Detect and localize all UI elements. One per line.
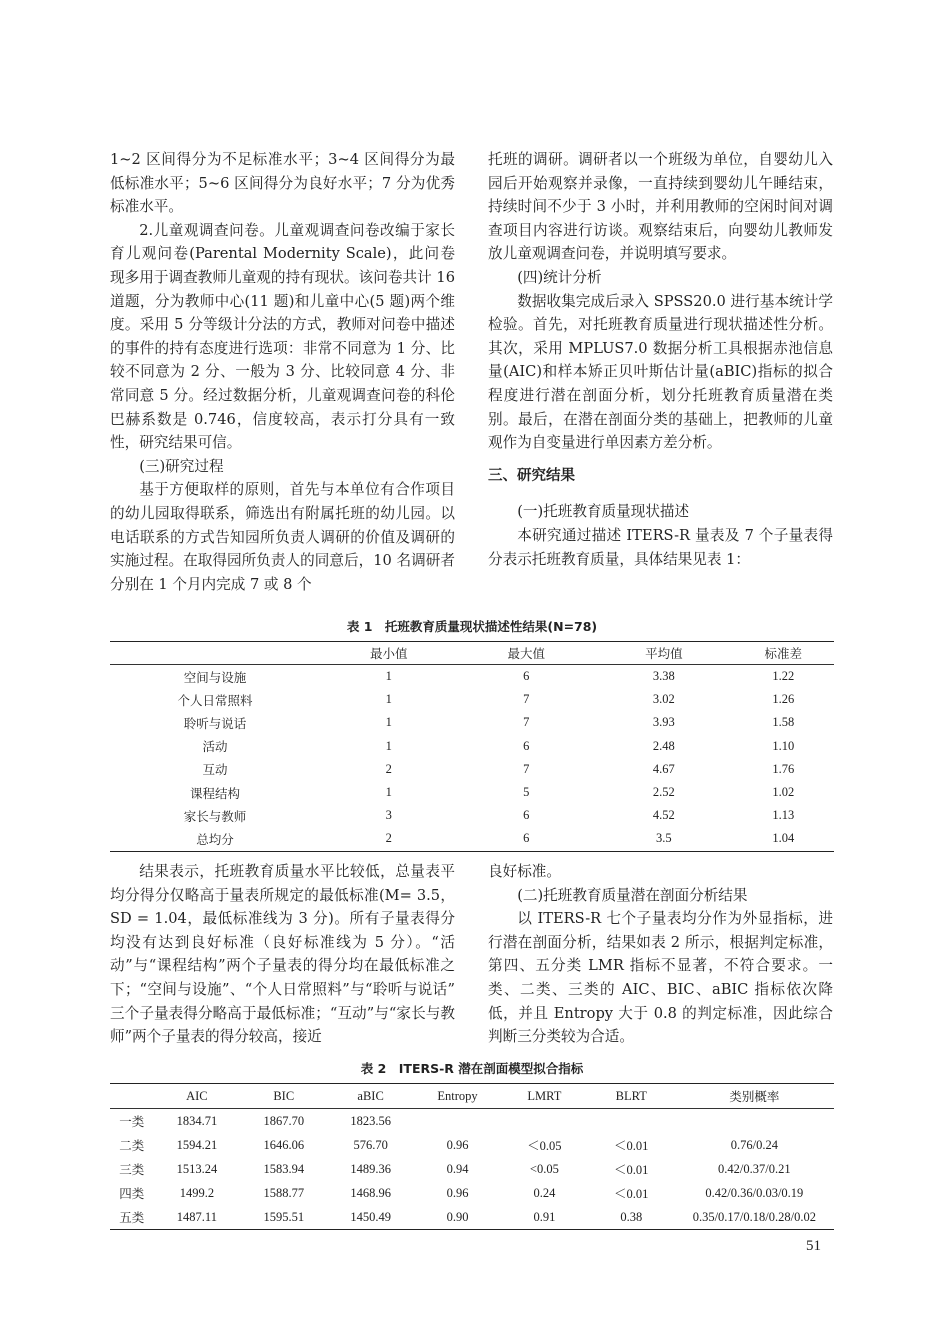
table-cell: 7: [523, 715, 530, 730]
table-cell: 1: [385, 715, 392, 730]
table-cell: 0.24: [533, 1185, 556, 1200]
table-cell: ＜0.01: [614, 1187, 649, 1201]
column-header: 最大值: [458, 642, 596, 665]
table-cell: 0.42/0.36/0.03/0.19: [705, 1185, 804, 1200]
table-cell: 1588.77: [263, 1185, 305, 1200]
table-cell: 2: [385, 831, 392, 846]
table-cell: 5: [523, 785, 530, 800]
column-header: aBIC: [327, 1084, 414, 1109]
table-cell: 1468.96: [350, 1185, 391, 1200]
table-cell: 1: [385, 669, 392, 684]
table-cell: 1.13: [772, 808, 795, 823]
table-cell: 1513.24: [176, 1161, 218, 1176]
column-header: Entropy: [414, 1084, 501, 1109]
table-row: [110, 1109, 834, 1134]
table-cell: 互动: [202, 763, 228, 778]
table-cell: 0.38: [620, 1209, 643, 1224]
subsection-heading: (一)托班教育质量现状描述: [517, 503, 690, 521]
table1-caption: 表 1 托班教育质量现状描述性结果(N=78): [346, 619, 598, 634]
table-cell: 1.76: [772, 761, 795, 776]
table-cell: 6: [523, 738, 530, 753]
column-header: AIC: [153, 1084, 240, 1109]
table-cell: 1646.06: [263, 1137, 305, 1152]
right-column-top: [488, 148, 833, 571]
table-cell: 1867.70: [263, 1113, 305, 1128]
table-cell: 1594.21: [176, 1137, 218, 1152]
table-cell: 1: [385, 692, 392, 707]
table-cell: 7: [523, 761, 530, 776]
table-cell: 2.48: [652, 738, 675, 753]
table-cell: 7: [523, 692, 530, 707]
table-cell: 576.70: [353, 1137, 388, 1152]
table-cell: 0.42/0.37/0.21: [718, 1161, 791, 1176]
paragraph: 结果表示，托班教育质量水平比较低，总量表平均分得分仅略高于量表所规定的最低标准(M= 3.5，SD = 1.04，最低标准线为 3 分)。所有子量表得分均没有达到良好标准（良好标准线为 5 分）。“活动”与“课程结构”两个子量表的得分均在最低标准之下；“空间与设施”、“个人日常照料”与“聆听与说话” 三个子量表得分略高于最低标准；“互动”与“家长与教师”两个子量表的得分较高，接近: [110, 863, 455, 1046]
table-cell: [414, 1109, 501, 1134]
table1: [110, 641, 834, 852]
table-row: [110, 804, 834, 827]
table-cell: 个人日常照料: [177, 693, 253, 708]
column-header: [110, 1084, 153, 1109]
section-heading: 三、研究结果: [488, 467, 575, 484]
table-cell: 6: [523, 669, 530, 684]
table-cell: 6: [523, 808, 530, 823]
table-cell: 3.02: [652, 692, 675, 707]
table-cell: 1583.94: [263, 1161, 305, 1176]
paragraph: 2.儿童观调查问卷。儿童观调查问卷改编于家长育儿观问卷(Parental Modernity Scale)，此问卷现多用于调查教师儿童观的持有现状。该问卷共计 16 道题，分为教师中心(11 题)和儿童中心(5 题)两个维度。采用 5 分等级计分法的方式，教师对问卷中描述的事件的持有态度进行选项：非常不同意为 1 分、比较不同意为 2 分、一般为 3 分、比较同意 4 分、非常同意 5 分。经过数据分析，儿童观调查问卷的科伦巴赫系数是 0.746，信度较高，表示打分具有一致性，研究结果可信。: [110, 221, 455, 452]
table-row: [110, 1157, 834, 1181]
table-cell: 0.96: [446, 1137, 469, 1152]
table-cell: 0.91: [533, 1209, 556, 1224]
table-cell: 3.5: [656, 831, 672, 846]
table-row: [110, 1205, 834, 1230]
paragraph: 以 ITERS-R 七个子量表均分作为外显指标，进行潜在剖面分析，结果如表 2 所示，根据判定标准，第四、五分类 LMR 指标不显著，不符合要求。一类、二类、三类的 AIC、BIC、aBIC 指标依次降低，并且 Entropy 大于 0.8 的判定标准，因此综合判断三分类较为合适。: [488, 910, 833, 1046]
table-cell: 1.22: [772, 669, 795, 684]
column-header: BLRT: [588, 1084, 675, 1109]
table-cell: 0.35/0.17/0.18/0.28/0.02: [692, 1209, 816, 1224]
table-cell: <0.05: [529, 1161, 559, 1176]
table-row: [110, 665, 834, 689]
table-row: [110, 1133, 834, 1157]
table-cell: 3.93: [652, 715, 675, 730]
table-cell: 2: [385, 761, 392, 776]
table-cell: 1499.2: [179, 1185, 215, 1200]
table-cell: 1.04: [772, 831, 795, 846]
column-header: 最小值: [320, 642, 458, 665]
paragraph: (三)研究过程: [139, 457, 224, 475]
table-cell: [501, 1109, 588, 1134]
paragraph: 数据收集完成后录入 SPSS20.0 进行基本统计学检验。首先，对托班教育质量进行现状描述性分析。其次，采用 MPLUS7.0 数据分析工具根据赤池信息量(AIC)和样本矫正贝叶斯估计量(aBIC)指标的拟合程度进行潜在剖面分析，划分托班教育质量潜在类别。最后，在潜在剖面分类的基础上，把教师的儿童观作为自变量进行单因素方差分析。: [488, 292, 833, 452]
table-cell: 1.02: [772, 785, 795, 800]
table-cell: 0.90: [446, 1209, 469, 1224]
table-cell: 五类: [119, 1211, 145, 1225]
table-cell: 1450.49: [350, 1209, 391, 1224]
table-cell: 1.10: [772, 738, 795, 753]
left-column-top: [110, 148, 455, 596]
table-cell: 二类: [119, 1139, 145, 1153]
table2-caption: 表 2 ITERS-R 潜在剖面模型拟合指标: [360, 1061, 584, 1076]
table-row: [110, 711, 834, 734]
table-row: [110, 735, 834, 758]
table-row: [110, 1181, 834, 1205]
table-cell: 0.96: [446, 1185, 469, 1200]
paragraph: (四)统计分析: [517, 268, 602, 286]
table-cell: 一类: [119, 1115, 145, 1129]
column-header: BIC: [240, 1084, 327, 1109]
table-cell: 空间与设施: [183, 670, 247, 685]
column-header: 类别概率: [675, 1084, 834, 1109]
table-cell: 0.76/0.24: [730, 1137, 778, 1152]
table-cell: ＜0.01: [614, 1139, 649, 1153]
table-cell: [675, 1109, 834, 1134]
right-column-bottom: [488, 860, 833, 1049]
table-cell: 总均分: [196, 832, 234, 847]
table-row: [110, 688, 834, 711]
table-cell: 4.67: [652, 761, 675, 776]
table-cell: 活动: [202, 740, 228, 755]
table-cell: 1487.11: [176, 1209, 217, 1224]
table-cell: 1.26: [772, 692, 795, 707]
table-cell: 1834.71: [176, 1113, 218, 1128]
table-cell: 1: [385, 785, 392, 800]
table-cell: 三类: [119, 1163, 145, 1177]
table-cell: 1.58: [772, 715, 795, 730]
paragraph: 托班的调研。调研者以一个班级为单位，自婴幼儿入园后开始观察并录像，一直持续到婴幼儿午睡结束，持续时间不少于 3 小时，并利用教师的空闲时间对调查项目内容进行访谈。观察结束后，向婴幼儿教师发放儿童观调查问卷，并说明填写要求。: [488, 151, 833, 263]
page-number: 51: [806, 1238, 821, 1254]
table-cell: 1489.36: [350, 1161, 391, 1176]
table-cell: 3: [385, 808, 392, 823]
table2: [110, 1083, 834, 1230]
table-cell: 四类: [119, 1187, 145, 1201]
paragraph: 本研究通过描述 ITERS-R 量表及 7 个子量表得分表示托班教育质量，具体结果见表 1：: [488, 526, 833, 568]
paragraph: 基于方便取样的原则，首先与本单位有合作项目的幼儿园取得联系，筛选出有附属托班的幼儿园。以电话联系的方式告知园所负责人调研的价值及调研的实施过程。在取得园所负责人的同意后，10 名调研者分别在 1 个月内完成 7 或 8 个: [110, 481, 455, 593]
table-cell: [588, 1109, 675, 1134]
left-column-bottom: [110, 860, 455, 1049]
paragraph: 良好标准。: [488, 863, 561, 880]
table-cell: 1595.51: [263, 1209, 305, 1224]
table-cell: 1: [385, 738, 392, 753]
table-cell: 家长与教师: [183, 809, 247, 824]
table-cell: 3.38: [652, 669, 675, 684]
table-cell: 4.52: [652, 808, 675, 823]
column-header: LMRT: [501, 1084, 588, 1109]
table-cell: 1823.56: [350, 1113, 391, 1128]
paragraph: 1~2 区间得分为不足标准水平；3~4 区间得分为最低标准水平；5~6 区间得分为良好水平；7 分为优秀标准水平。: [110, 151, 455, 216]
column-header: 平均值: [595, 642, 733, 665]
table-row: [110, 758, 834, 781]
paragraph: (二)托班教育质量潜在剖面分析结果: [517, 886, 748, 904]
table-cell: ＜0.01: [614, 1163, 649, 1177]
table-row: [110, 827, 834, 851]
column-header: [110, 642, 320, 665]
table-cell: 2.52: [652, 785, 675, 800]
column-header: 标准差: [733, 642, 834, 665]
table-row: [110, 781, 834, 804]
table-cell: 聆听与说话: [183, 716, 247, 731]
table-cell: 6: [523, 831, 530, 846]
table-cell: 0.94: [446, 1161, 469, 1176]
table-cell: ＜0.05: [527, 1139, 562, 1153]
table-cell: 课程结构: [189, 786, 240, 801]
